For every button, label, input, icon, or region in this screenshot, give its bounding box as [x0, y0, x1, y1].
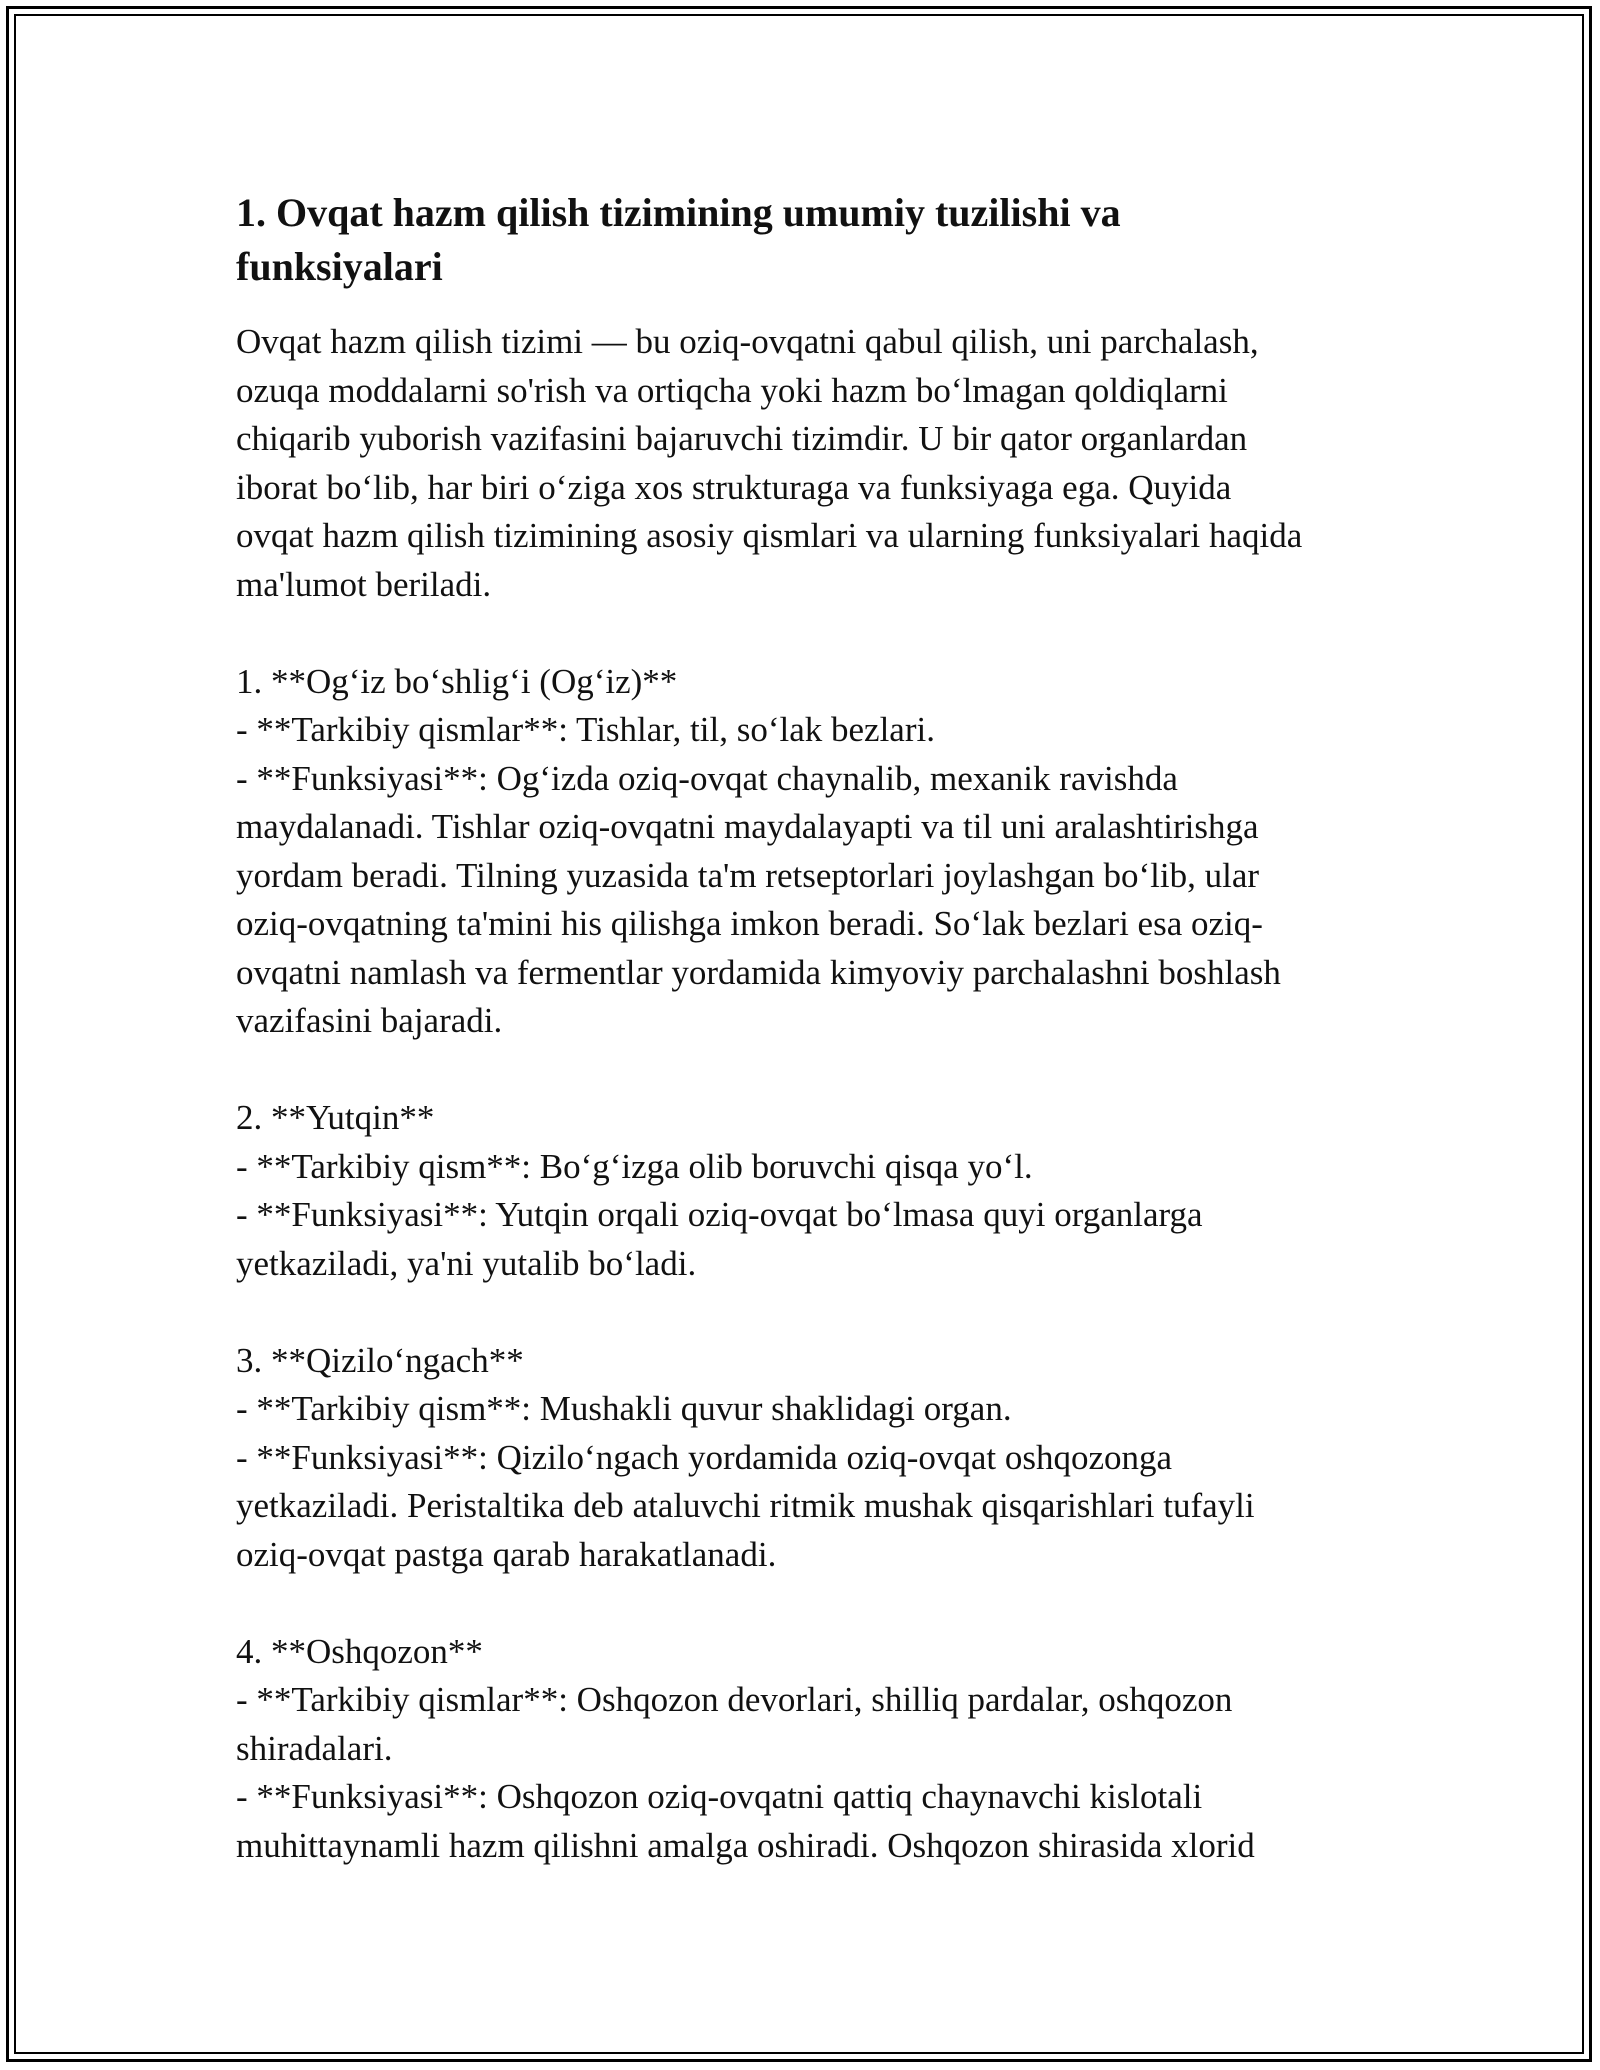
section-heading: 1. **Ogʻiz boʻshligʻi (Ogʻiz)**	[236, 661, 678, 701]
section-stomach	[236, 1628, 1366, 1871]
section-parts: - **Tarkibiy qism**: Mushakli quvur shaklidagi organ.	[236, 1389, 1012, 1428]
document-body	[236, 186, 1366, 1870]
spacer	[236, 1579, 1366, 1628]
section-pharynx	[236, 1094, 1366, 1288]
section-function: - **Funksiyasi**: Oshqozon oziq-ovqatni qattiq chaynavchi kislotali muhittaynamli hazm qilishni amalga oshiradi. Oshqozon shirasida xlorid	[236, 1777, 1255, 1865]
section-function: - **Funksiyasi**: Qiziloʻngach yordamida oziq-ovqat oshqozonga yetkaziladi. Peristaltika deb ataluvchi ritmik mushak qisqarishlari tufayli oziq-ovqat pastga qarab harakatlanadi.	[236, 1437, 1255, 1574]
section-title: 1. Ovqat hazm qilish tizimining umumiy tuzilishi va funksiyalari	[236, 190, 1121, 289]
section-parts: - **Tarkibiy qismlar**: Tishlar, til, soʻlak bezlari.	[236, 710, 935, 749]
section-oral-cavity	[236, 658, 1366, 1046]
section-heading: 2. **Yutqin**	[236, 1098, 435, 1137]
section-function: - **Funksiyasi**: Ogʻizda oziq-ovqat chaynalib, mexanik ravishda maydalanadi. Tishlar oziq-ovqatni maydalayapti va til uni aralashtirishga yordam beradi. Tilning yuzasida ta'm retseptorlari joylashgan boʻlib, ular oziq-ovqatning ta'mini his qilishga imkon beradi. Soʻlak bezlari esa oziq- ovqatni namlash va fermentlar yordamida kimyoviy parchalashni boshlash vazifasini bajaradi.	[236, 758, 1281, 1040]
spacer	[236, 1288, 1366, 1337]
section-function: - **Funksiyasi**: Yutqin orqali oziq-ovqat boʻlmasa quyi organlarga yetkaziladi, ya'ni yutalib boʻladi.	[236, 1195, 1203, 1283]
section-heading: 4. **Oshqozon**	[236, 1631, 483, 1671]
intro-paragraph: Ovqat hazm qilish tizimi — bu oziq-ovqatni qabul qilish, uni parchalash, ozuqa moddalarni so'rish va ortiqcha yoki hazm boʻlmagan qoldiqlarni chiqarib yuborish vazifasini bajaruvchi tizimdir. U bir qator organlardan iborat boʻlib, har biri oʻziga xos strukturaga va funksiyaga ega. Quyida ovqat hazm qilish tizimining asosiy qismlari va ularning funksiyalari haqida ma'lumot beriladi.	[236, 322, 1303, 604]
section-heading: 3. **Qiziloʻngach**	[236, 1340, 524, 1380]
spacer	[236, 1046, 1366, 1095]
section-parts: - **Tarkibiy qismlar**: Oshqozon devorlari, shilliq pardalar, oshqozon shiradalari.	[236, 1680, 1233, 1768]
spacer	[236, 609, 1366, 658]
section-parts: - **Tarkibiy qism**: Boʻgʻizga olib boruvchi qisqa yoʻl.	[236, 1146, 1033, 1186]
section-esophagus	[236, 1337, 1366, 1580]
